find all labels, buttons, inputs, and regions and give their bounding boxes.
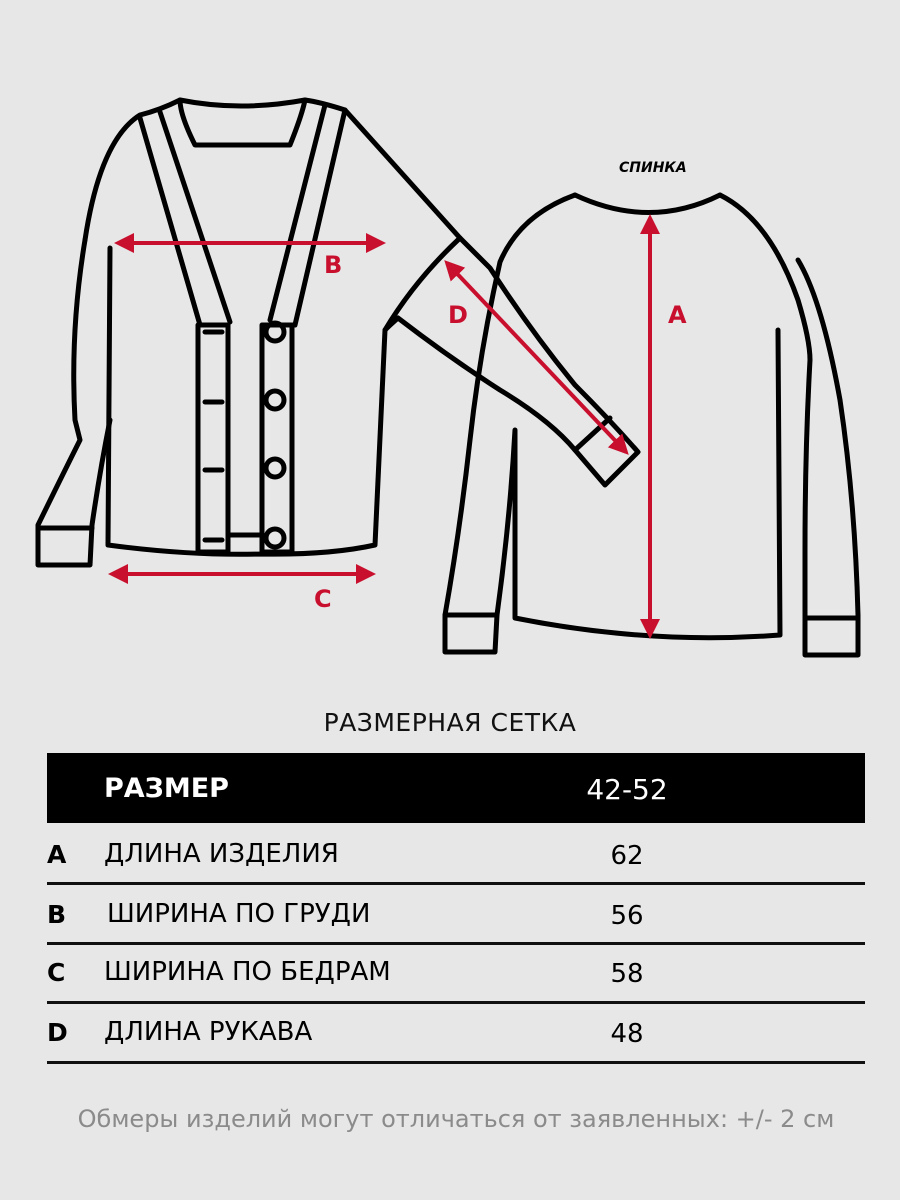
row-name: ШИРИНА ПО БЕДРАМ xyxy=(104,957,391,987)
back-right-side xyxy=(720,195,858,655)
label-a: A xyxy=(668,301,687,329)
row-value: 48 xyxy=(610,1019,644,1049)
row-letter: B xyxy=(47,900,67,929)
front-view xyxy=(38,100,638,565)
measurement-note: Обмеры изделий могут отличаться от заявленных: +/- 2 см xyxy=(77,1105,835,1133)
button-3 xyxy=(266,459,284,477)
label-c: C xyxy=(314,585,332,613)
row-divider xyxy=(47,1061,865,1064)
row-name: ДЛИНА РУКАВА xyxy=(104,1017,313,1047)
row-name: ДЛИНА ИЗДЕЛИЯ xyxy=(104,839,339,869)
size-table-title: РАЗМЕРНАЯ СЕТКА xyxy=(323,708,577,737)
table-row xyxy=(47,1004,865,1064)
row-value: 62 xyxy=(610,841,644,871)
back-neckline xyxy=(575,195,720,213)
header-value: 42-52 xyxy=(586,773,668,806)
table-row xyxy=(47,886,865,946)
button-2 xyxy=(266,391,284,409)
row-name: ШИРИНА ПО ГРУДИ xyxy=(107,899,371,929)
back-label: СПИНКА xyxy=(619,160,687,176)
row-letter: A xyxy=(47,840,67,869)
size-table-header xyxy=(47,753,865,823)
row-divider xyxy=(47,882,865,885)
front-left-sleeve xyxy=(38,240,110,565)
header-name: РАЗМЕР xyxy=(104,773,229,804)
row-value: 56 xyxy=(610,901,644,931)
row-letter: D xyxy=(47,1018,68,1047)
table-row xyxy=(47,944,865,1004)
label-d: D xyxy=(448,301,468,329)
row-value: 58 xyxy=(610,959,644,989)
table-row xyxy=(47,826,865,886)
button-4 xyxy=(266,529,284,547)
label-b: B xyxy=(324,251,343,279)
row-letter: C xyxy=(47,958,66,987)
front-right-placket xyxy=(262,110,345,552)
